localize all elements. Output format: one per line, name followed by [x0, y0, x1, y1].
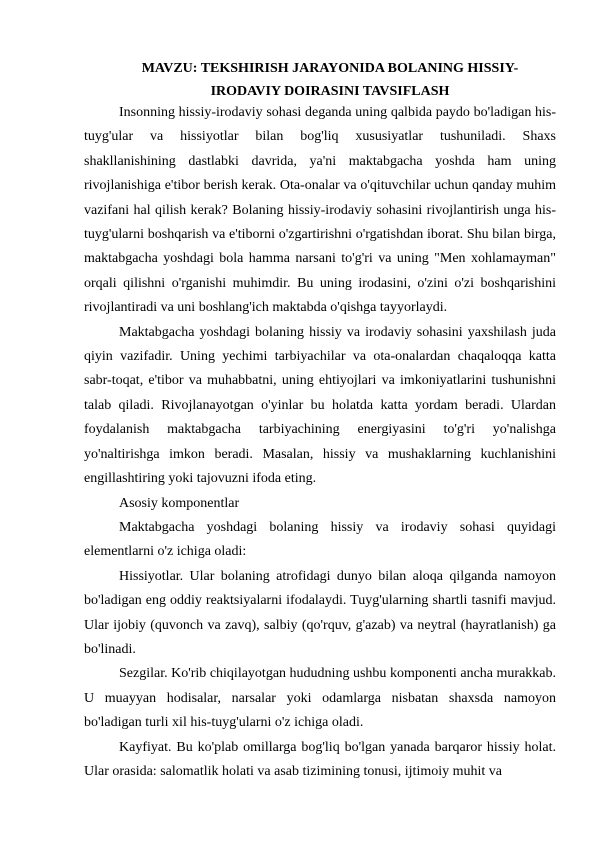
paragraph-feelings: Sezgilar. Ko'rib chiqilayotgan hududning ushbu komponenti ancha murakkab. U muayyan hodisalar, narsalar yoki odamlarga nisbatan shaxsda namoyon bo'ladigan turli xil his-tuyg'ularni o'z ichiga oladi.	[84, 666, 556, 731]
document-page	[84, 55, 556, 784]
section-heading-components: Asosiy komponentlar	[119, 495, 240, 511]
paragraph-emotions: Hissiyotlar. Ular bolaning atrofidagi dunyo bilan aloqa qilganda namoyon bo'ladigan eng oddiy reaktsiyalarni ifodalaydi. Tuyg'ularning shartli tasnifi mavjud. Ular ijobiy (quvonch va zavq), salbiy (qo'rquv, g'azab) va neytral (hayratlanish) ga bo'linadi.	[84, 568, 556, 657]
paragraph-mood: Kayfiyat. Bu ko'plab omillarga bog'liq bo'lgan yanada barqaror hissiy holat. Ular orasida: salomatlik holati va asab tizimining tonusi, ijtimoiy muhit va	[84, 739, 556, 779]
document-title	[84, 57, 556, 103]
paragraph-intro: Insonning hissiy-irodaviy sohasi deganda uning qalbida paydo bo'ladigan his-tuyg'ular va hissiyotlar bilan bog'liq xususiyatlar tushuniladi. Shaxs shakllanishining dastlabki davrida, ya'ni maktabgacha yoshda ham uning rivojlanishiga e'tibor berish kerak. Ota-onalar va o'qituvchilar uchun qanday muhim vazifani hal qilish kerak? Bolaning hissiy-irodaviy sohasini rivojlantirish unga his-tuyg'ularni boshqarish va e'tiborni o'zgartirishni o'rgatishdan iborat. Shu bilan birga, maktabgacha yoshdagi bola hamma narsani to'g'ri va uning "Men xohlamayman" orqali qilishni o'rganishi muhimdir. Bu uning irodasini, o'zini o'zi boshqarishini rivojlantiradi va uni boshlang'ich maktabda o'qishga tayyorlaydi.	[84, 105, 556, 316]
paragraph-difficulty: Maktabgacha yoshdagi bolaning hissiy va irodaviy sohasini yaxshilash juda qiyin vazifadir. Uning yechimi tarbiyachilar va ota-onalardan chaqaloqqa katta sabr-toqat, e'tibor va muhabbatni, uning ehtiyojlari va imkoniyatlarini tushunishni talab qiladi. Rivojlanayotgan o'yinlar bu holatda katta yordam beradi. Ulardan foydalanish maktabgacha tarbiyachining energiyasini to'g'ri yo'nalishga yo'naltirishga imkon beradi. Masalan, hissiy va mushaklarning kuchlanishini engillashtiring yoki tajovuzni ifoda eting.	[84, 324, 556, 487]
paragraph-components-intro: Maktabgacha yoshdagi bolaning hissiy va irodaviy sohasi quyidagi elementlarni o'z ichiga oladi:	[84, 519, 556, 560]
title-line-1: MAVZU: TEKSHIRISH JARAYONIDA BOLANING HISSIY-	[141, 61, 519, 76]
title-line-2: IRODAVIY DOIRASINI TAVSIFLASH	[210, 84, 450, 99]
